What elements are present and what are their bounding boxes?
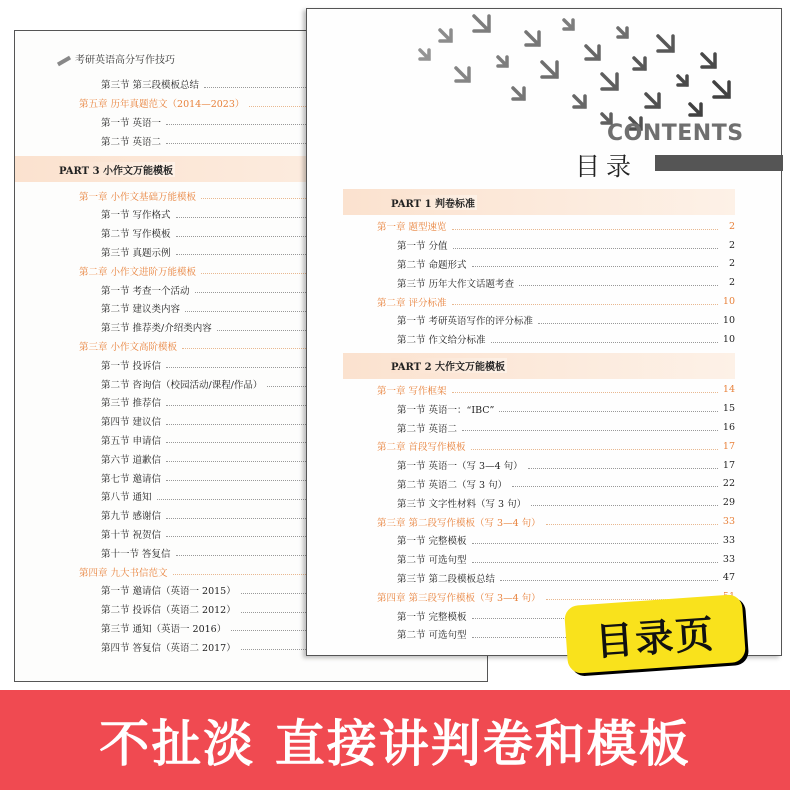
toc-chapter <box>307 437 781 456</box>
arrow-icon <box>714 82 729 97</box>
toc-entry-text: 第一节 分值 <box>397 241 448 253</box>
toc-section <box>307 399 781 418</box>
toc-entry-text: 第二节 命题形式 <box>397 259 467 271</box>
toc-entry-text: 第二节 英语二 <box>101 136 162 148</box>
arrow-icon <box>474 16 489 31</box>
arrow-icon <box>678 76 687 85</box>
toc-entry-text: 第一节 英语一 <box>101 117 162 129</box>
toc-page-number: 10 <box>722 314 735 326</box>
right-page <box>306 8 782 656</box>
arrow-icon <box>690 104 701 115</box>
toc-section <box>307 236 781 255</box>
toc-entry-text: 第一章 小作文基础万能模板 <box>79 191 197 203</box>
arrow-icon <box>634 58 645 69</box>
toc-entry-text: 第三节 通知（英语一 2016） <box>101 623 227 635</box>
toc-entry-text: 第二节 英语二（写 3 句） <box>397 479 508 491</box>
leader-dots <box>512 486 718 487</box>
toc-entry-text: 第二节 写作模板 <box>101 229 171 241</box>
toc-entry-text: 第五节 申请信 <box>101 435 162 447</box>
toc-entry-text: 第二章 评分标准 <box>377 297 447 309</box>
leader-dots <box>472 266 718 267</box>
toc-entry-text: 第三节 第三段模板总结 <box>101 80 200 92</box>
toc-entry-text: 第一节 完整模板 <box>397 611 467 623</box>
arrow-icon <box>564 20 573 29</box>
toc-section <box>307 475 781 494</box>
leader-dots <box>471 449 718 450</box>
leader-dots <box>519 285 718 286</box>
toc-page-number: 14 <box>722 384 735 396</box>
toc-page-number: 2 <box>728 277 735 289</box>
toc-entry-text: 第一章 题型速览 <box>377 222 447 234</box>
toc-page-number: 33 <box>722 534 735 546</box>
toc-entry-text: 第十节 祝贺信 <box>101 529 162 541</box>
leader-dots <box>472 562 718 563</box>
toc-entry-text: 第二节 可选句型 <box>397 630 467 642</box>
leader-dots <box>453 248 718 249</box>
toc-entry-text: 第三章 第二段写作模板（写 3—4 句） <box>377 517 541 529</box>
toc-page-number: 2 <box>728 239 735 251</box>
arrow-icon <box>440 30 451 41</box>
arrow-icon <box>420 50 429 59</box>
leader-dots <box>452 304 718 305</box>
toc-section <box>307 569 781 588</box>
toc-page-number: 33 <box>722 516 735 528</box>
leader-dots <box>452 392 718 393</box>
leader-dots <box>452 229 718 230</box>
toc-entry-text: 第三节 推荐信 <box>101 398 162 410</box>
contents-label: CONTENTS <box>607 121 744 146</box>
toc-page-number: 2 <box>728 258 735 270</box>
toc-title: 目录 <box>575 152 638 181</box>
toc-entry-text: 第三章 小作文高阶模板 <box>79 341 178 353</box>
arrow-icon <box>586 46 599 59</box>
toc-page-number: 17 <box>722 459 735 471</box>
toc-entry-text: 第一节 考研英语写作的评分标准 <box>397 316 534 328</box>
toc-entry-text: 第七节 邀请信 <box>101 473 162 485</box>
toc-entry-text: 第三节 第二段模板总结 <box>397 573 496 585</box>
leader-dots <box>528 468 718 469</box>
toc-entry-text: 第一节 考查一个活动 <box>101 285 190 297</box>
toc-entry-text: PART 3 小作文万能模板 <box>59 162 175 177</box>
toc-entry-text: 第二节 建议类内容 <box>101 304 181 316</box>
toc-entry-text: 第一节 英语一：“IBC” <box>397 404 495 416</box>
arrow-icon <box>542 62 557 77</box>
arrow-icon <box>574 96 585 107</box>
toc-section <box>307 273 781 292</box>
arrow-icon <box>498 57 507 66</box>
toc-entry-text: 第九节 感谢信 <box>101 511 162 523</box>
toc-section <box>307 311 781 330</box>
toc-entry-text: 第五章 历年真题范文（2014—2023） <box>79 99 245 111</box>
leader-dots <box>546 524 718 525</box>
pen-icon <box>57 55 71 65</box>
toc-section <box>307 456 781 475</box>
toc-part-heading <box>343 189 735 215</box>
toc-entry-text: PART 2 大作文万能模板 <box>391 358 507 373</box>
toc-entry-text: 第二节 投诉信（英语二 2012） <box>101 605 236 617</box>
toc-entry-text: 第二节 作文给分标准 <box>397 335 486 347</box>
toc-part-heading <box>343 353 735 379</box>
toc-entry-text: 第三节 真题示例 <box>101 247 171 259</box>
toc-entry-text: 第一节 完整模板 <box>397 536 467 548</box>
toc-entry-text: 第六节 道歉信 <box>101 454 162 466</box>
toc-section <box>307 255 781 274</box>
toc-page-number: 2 <box>728 220 735 232</box>
title-bar-decoration <box>655 155 783 171</box>
arrow-icon <box>526 32 539 45</box>
toc-page-number: 22 <box>722 478 735 490</box>
toc-entry-text: 第三节 文字性材料（写 3 句） <box>397 498 527 510</box>
toc-section <box>307 550 781 569</box>
toc-page-number: 15 <box>722 403 735 415</box>
toc-chapter <box>307 292 781 311</box>
toc-page-number: 10 <box>722 333 735 345</box>
toc-entry-text: 第三节 推荐类/介绍类内容 <box>101 323 212 335</box>
toc-page-number: 10 <box>722 296 735 308</box>
toc-entry-text: 第一节 邀请信（英语一 2015） <box>101 586 236 598</box>
running-head: 考研英语高分写作技巧 <box>57 51 175 66</box>
toc-page-badge: 目录页 <box>564 594 746 674</box>
arrow-icon <box>658 36 673 51</box>
toc-chapter <box>307 381 781 400</box>
arrow-icon <box>602 74 617 89</box>
promo-banner: 不扯淡 直接讲判卷和模板 <box>0 690 790 790</box>
toc-entry-text: 第八节 通知 <box>101 492 152 504</box>
toc-entry-text: 第三节 历年大作文话题考查 <box>397 278 515 290</box>
arrow-icon <box>702 54 715 67</box>
toc-entry-text: 第二章 首段写作模板 <box>377 442 466 454</box>
toc-entry-text: 第一节 投诉信 <box>101 360 162 372</box>
toc-entry-text: 第二章 小作文进阶万能模板 <box>79 266 197 278</box>
arrow-icon <box>456 68 469 81</box>
toc-section <box>307 531 781 550</box>
toc-entry-text: 第一节 英语一（写 3—4 句） <box>397 461 523 473</box>
toc-chapter <box>307 217 781 236</box>
leader-dots <box>462 430 718 431</box>
toc-entry-text: 第四节 答复信（英语二 2017） <box>101 642 236 654</box>
toc-page-number: 33 <box>722 553 735 565</box>
right-toc <box>307 185 781 644</box>
leader-dots <box>499 411 718 412</box>
arrow-icon <box>618 28 627 37</box>
toc-entry-text: 第二节 咨询信（校园活动/课程/作品） <box>101 379 263 391</box>
arrow-icon <box>646 94 659 107</box>
leader-dots <box>500 580 718 581</box>
leader-dots <box>538 323 718 324</box>
toc-entry-text: 第二节 英语二 <box>397 423 458 435</box>
leader-dots <box>472 543 718 544</box>
toc-entry-text: PART 1 判卷标准 <box>391 195 477 210</box>
toc-page-number: 47 <box>722 572 735 584</box>
leader-dots <box>531 505 718 506</box>
toc-page-number: 16 <box>722 422 735 434</box>
toc-section <box>307 330 781 349</box>
toc-entry-text: 第二节 可选句型 <box>397 555 467 567</box>
arrow-icon <box>513 88 524 99</box>
toc-section <box>307 493 781 512</box>
toc-entry-text: 第四章 九大书信范文 <box>79 567 168 579</box>
toc-entry-text: 第一节 写作格式 <box>101 210 171 222</box>
toc-entry-text: 第一章 写作框架 <box>377 385 447 397</box>
leader-dots <box>491 342 718 343</box>
toc-entry-text: 第四节 建议信 <box>101 417 162 429</box>
toc-entry-text: 第十一节 答复信 <box>101 548 171 560</box>
toc-page-number: 29 <box>722 497 735 509</box>
toc-entry-text: 第四章 第三段写作模板（写 3—4 句） <box>377 592 541 604</box>
toc-page-number: 17 <box>722 440 735 452</box>
toc-chapter <box>307 512 781 531</box>
toc-section <box>307 418 781 437</box>
